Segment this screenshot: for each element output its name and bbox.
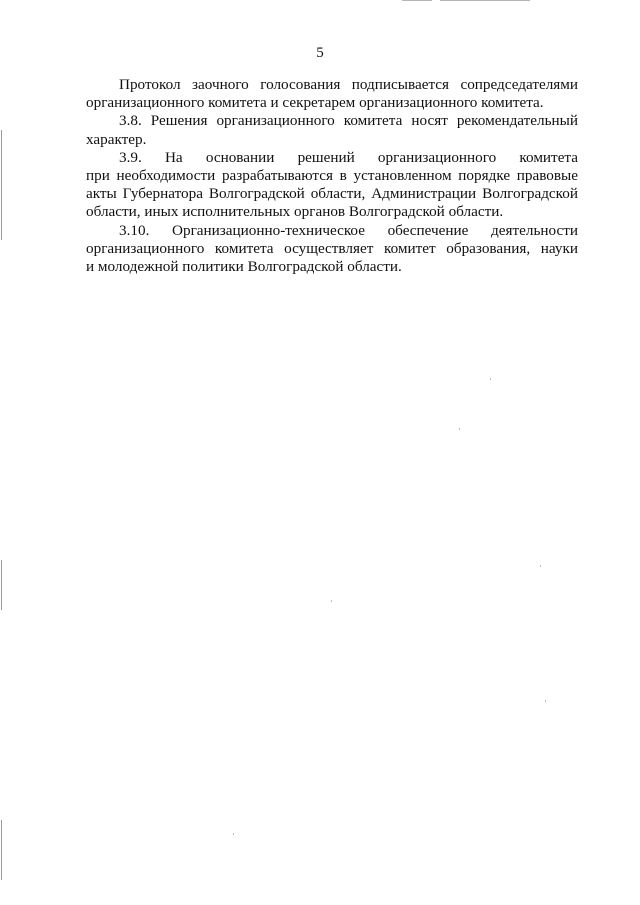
text-line: при необходимости разрабатываются в установленном порядке правовые [86,167,578,185]
text-line: организационного комитета и секретарем организационного комитета. [86,94,544,112]
text-line: 3.9. На основании решений организационного комитета [119,148,578,166]
scan-speck [540,565,541,567]
scan-artifact-left-edge [1,560,2,610]
text-line: организационного комитета осуществляет комитет образования, науки [86,239,578,257]
scan-artifact-left-edge [1,820,2,880]
scan-speck [331,600,332,602]
text-line: Протокол заочного голосования подписывается сопредседателями [119,76,578,93]
text-line: 3.10. Организационно-техническое обеспечение деятельности [119,221,578,239]
text-line: и молодежной политики Волгоградской области. [86,258,402,276]
paragraph-3-10 [86,222,578,277]
document-body [86,76,578,276]
paragraph-3-9 [86,149,578,222]
text-line: характер. [86,130,147,148]
scan-speck [490,378,491,380]
scan-speck [459,428,460,430]
page-number: 5 [316,45,324,61]
scan-artifact-top [402,0,432,1]
scan-artifact-left-edge [1,130,2,240]
scan-speck [233,833,234,835]
text-line: акты Губернатора Волгоградской области, Администрации Волгоградской [86,185,578,203]
scan-speck [545,700,546,702]
paragraph-voting-protocol [86,76,578,112]
paragraph-3-8 [86,112,578,148]
text-line: 3.8. Решения организационного комитета носят рекомендательный [119,112,578,130]
scan-artifact-top [440,0,530,1]
text-line: области, иных исполнительных органов Волгоградской области. [86,203,504,221]
